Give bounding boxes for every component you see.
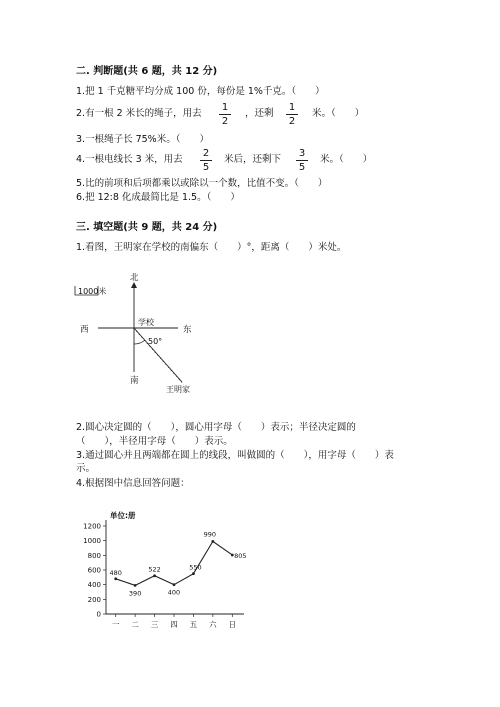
- data-label: 990: [203, 530, 217, 539]
- section-2-title: 二. 判断题(共 6 题，共 12 分): [76, 66, 218, 77]
- fraction-one-half-used: 1 2: [219, 102, 231, 127]
- series-line: [116, 541, 233, 585]
- angle-label: 50°: [148, 337, 163, 346]
- data-label: 390: [128, 589, 142, 598]
- map-scale-label: 1000米: [78, 287, 107, 296]
- data-point: [134, 584, 137, 587]
- judge-question-4-part-c: 米。（ ）: [320, 154, 373, 165]
- x-tick-label: 三: [150, 620, 159, 629]
- direction-map: [70, 272, 220, 402]
- fill-question-1: 1.看图，王明家在学校的南偏东（ ）°，距离（ ）米处。: [76, 242, 347, 253]
- x-tick-label: 四: [170, 620, 178, 629]
- data-label: 400: [167, 588, 181, 597]
- fill-question-3-line-2: 示。: [76, 463, 96, 474]
- data-label: 805: [234, 551, 247, 560]
- judge-question-4-part-a: 4.一根电线长 3 米，用去: [76, 154, 183, 165]
- judge-question-4-part-b: 米后，还剩下: [224, 154, 282, 165]
- fraction-three-fifths: 3 5: [296, 148, 308, 173]
- y-tick-label: 0: [96, 610, 101, 619]
- y-tick-label: 1000: [83, 537, 101, 546]
- fill-question-3-line-1: 3.通过圆心并且两端都在圆上的线段，叫做圆的（ ），用字母（ ）表: [76, 450, 394, 461]
- data-point: [173, 583, 176, 586]
- school-label: 学校: [138, 318, 154, 327]
- west-label: 西: [80, 325, 89, 335]
- data-point: [114, 577, 117, 580]
- chart-unit-label: 单位:册: [110, 511, 136, 520]
- x-tick-label: 日: [228, 620, 237, 629]
- y-tick-label: 400: [87, 581, 101, 590]
- y-tick-label: 200: [87, 595, 101, 604]
- data-point: [192, 572, 195, 575]
- judge-question-2-part-a: 2.有一根 2 米长的绳子，用去: [76, 108, 202, 119]
- x-tick-label: 五: [189, 620, 198, 629]
- fraction-one-half-left: 1 2: [286, 102, 298, 127]
- home-label: 王明家: [166, 385, 190, 394]
- fraction-two-fifths: 2 5: [200, 148, 212, 173]
- east-label: 东: [183, 325, 192, 335]
- x-tick-label: 六: [209, 620, 217, 629]
- judge-question-6: 6.把 12:8 化成最简比是 1.5。（ ）: [76, 192, 240, 203]
- y-tick-label: 800: [87, 551, 101, 560]
- data-point: [153, 574, 156, 577]
- x-tick-label: 一: [111, 620, 120, 629]
- data-label: 550: [189, 563, 202, 572]
- judge-question-1: 1.把 1 千克糖平均分成 100 份，每份是 1%千克。（ ）: [76, 86, 325, 97]
- judge-question-2-part-b: ，还剩: [245, 108, 274, 119]
- north-label: 北: [130, 273, 139, 283]
- data-label: 480: [109, 568, 122, 577]
- data-label: 522: [148, 565, 161, 574]
- judge-question-5: 5.比的前项和后项都乘以或除以一个数，比值不变。（ ）: [76, 178, 328, 189]
- data-point: [211, 540, 214, 543]
- y-tick-label: 1200: [83, 522, 101, 531]
- judge-question-3: 3.一根绳子长 75%米。（ ）: [76, 134, 209, 145]
- y-tick-label: 600: [87, 566, 101, 575]
- fill-question-2-line-2: （ ），半径用字母（ ）表示。: [76, 436, 233, 447]
- section-3-title: 三. 填空题(共 9 题，共 24 分): [76, 222, 218, 233]
- fill-question-2-line-1: 2.圆心决定圆的（ ），圆心用字母（ ）表示；半径决定圆的: [76, 422, 356, 433]
- judge-question-2-part-c: 米。（ ）: [312, 108, 365, 119]
- x-tick-label: 二: [131, 620, 139, 629]
- line-chart: [76, 504, 256, 636]
- fill-question-4: 4.根据图中信息回答问题：: [76, 478, 190, 489]
- south-label: 南: [130, 376, 139, 386]
